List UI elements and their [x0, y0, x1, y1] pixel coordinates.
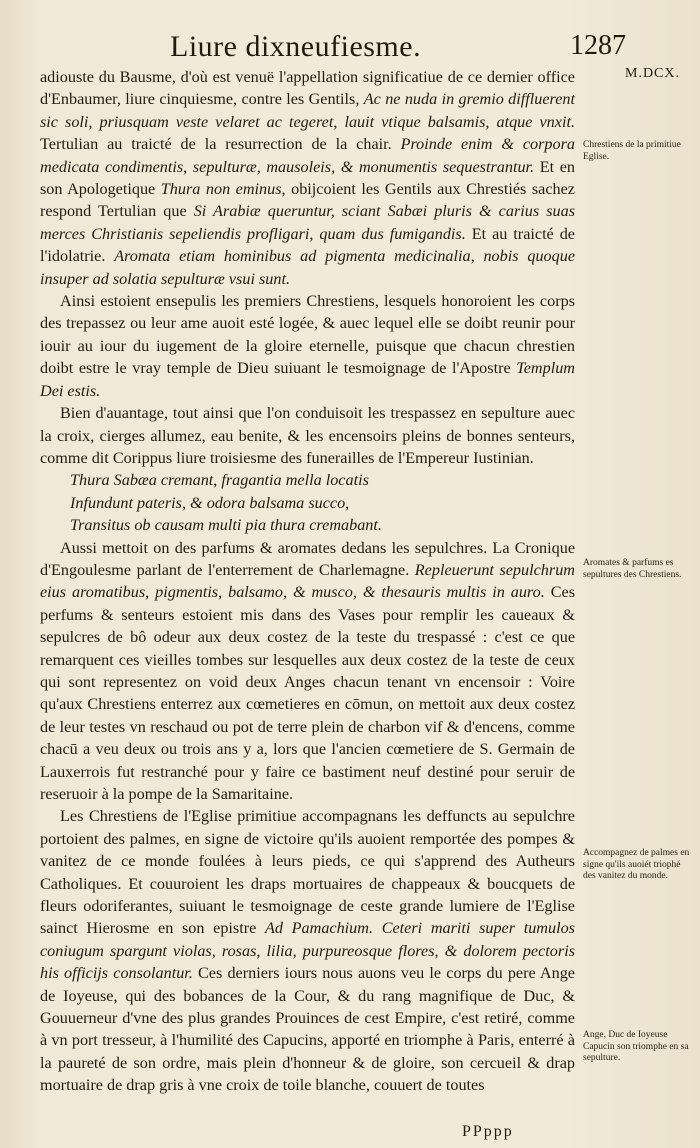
main-text [40, 66, 575, 1097]
page-number: 1287 [570, 30, 626, 61]
margin-note: Chrestiens de la primitiue Eglise. [583, 140, 681, 162]
verse-line: Thura Sabæa cremant, fragantia mella locatis [70, 471, 369, 490]
margin-note: Ange, Duc de Ioyeuse Capucin son triomphe en sa sepulture. [583, 1030, 689, 1063]
year-marker: M.DCX. [625, 66, 681, 81]
verse-line: Infundunt pateris, & odora balsama succo, [70, 493, 350, 512]
margin-note: Accompagnez de palmes en signe qu'ils auoiét triophé des vanitez du monde. [583, 848, 690, 881]
paragraph: adiouste du Bausme, d'où est venuë l'appellation significatiue de ce dernier office d'Enbaumer, liure cinquiesme, contre les Gentils, Ac ne nuda in gremio diffluerent sic soli, priusquam veste velaret ac tegeret, lauit vtique balsamis, atque vnxit. Tertulian au traicté de la resurrection de la chair. Proinde enim & corpora medicata condimentis, sepulturæ, mausoleis, & monumentis sequestrantur. Et en son Apologetique Thura non eminus, obijcoient les Gentils aux Chrestiés sachez respond Tertulian que Si Arabiæ queruntur, sciant Sabæi pluris & carius suas merces Christianis sepeliendis profligari, quam dus fumigandis. Et au traicté de l'idolatrie. Aromata etiam hominibus ad pigmenta medicinalia, nobis quoque insuper ad solatia sepulturæ vsui sunt. [40, 68, 575, 288]
page-header [40, 28, 681, 81]
paragraph: Ainsi estoient ensepulis les premiers Chrestiens, lesquels honoroient les corps des trepassez ou leur ame auoit esté logée, & auec lequel elle se doibt reunir pour iouir au iour du iugement de la gloire eternelle, puisque que chacun chrestien doibt estre le vray temple de Dieu suiuant le tesmoignage de l'Apostre Templum Dei estis. [40, 292, 575, 400]
running-title: Liure dixneufiesme. [170, 30, 422, 63]
verse-line: Transitus ob causam multi pia thura cremabant. [70, 516, 382, 535]
paragraph: Bien d'auantage, tout ainsi que l'on conduisoit les trespassez en sepulture auec la croix, cierges allumez, eau benite, & les encensoirs pleins de bonnes senteurs, comme dit Corippus liure troisiesme des funerailles de l'Empereur Iustinian. [40, 404, 575, 467]
margin-note: Aromates & parfums es sepultures des Chrestiens. [583, 558, 682, 580]
paragraph: Aussi mettoit on des parfums & aromates dedans les sepulchres. La Cronique d'Engoulesme parlant de l'enterrement de Charlemagne. Repleuerunt sepulchrum eius aromatibus, pigmentis, balsamo, & musco, & thesauris multis in auro. Ces perfums & senteurs estoient mis dans des Vases pour remplir les caueaux & sepulcres de bô odeur aux deux costez de la teste du trespassé : c'est ce que remarquent ces vieilles tombes sur lesquelles aux deux costez de la teste de ceux qui sont representez on void deux Anges chacun tenant vn encensoir : Voire qu'aux Chrestiens enterrez aux cœmetieres en cōmun, on mettoit aux deux costez de leur testes vn reschaud ou pot de terre plein de charbon vif & d'encens, comme chacū a veu deux ou trois ans y a, lors que l'ancien cœmetiere de S. Germain de Lauxerrois fut restranché pour y faire ce bastiment neuf destiné pour seruir de reseruoir à la pompe de la Samaritaine. [40, 538, 576, 803]
paragraph: Les Chrestiens de l'Eglise primitiue accompagnans les deffuncts au sepulchre portoient des palmes, en signe de victoire qu'ils auoient remportée des pompes & vanitez de ce monde foulées à leurs pieds, ce qui s'apprend des Autheurs Catholiques. Et couuroient les draps mortuaires de chappeaux & boucquets de fleurs odoriferantes, suiuant le tesmoignage de ceste grande lumiere de l'Eglise sainct Hierosme en son epistre Ad Pamachium. Ceteri mariti super tumulos coniugum spargunt violas, rosas, lilia, purpureosque flores, & dolorem pectoris his officijs consolantur. Ces derniers iours nous auons veu le corps du pere Ange de Ioyeuse, qui des bobances de la Cour, & du rang magnifique de Duc, & Gouuerneur d'vne des plus grandes Prouinces de cest Empire, c'est retiré, comme à vn port tresseur, à l'humilité des Capucins, apporté en triomphe à Paris, enterré à la paureté de son ordre, mais plein d'honneur & de gloire, son cercueil & drap mortuaire de drap gris à vne croix de toile blanche, couuert de toutes [40, 807, 575, 1095]
signature-mark: PPppp [462, 1123, 514, 1140]
